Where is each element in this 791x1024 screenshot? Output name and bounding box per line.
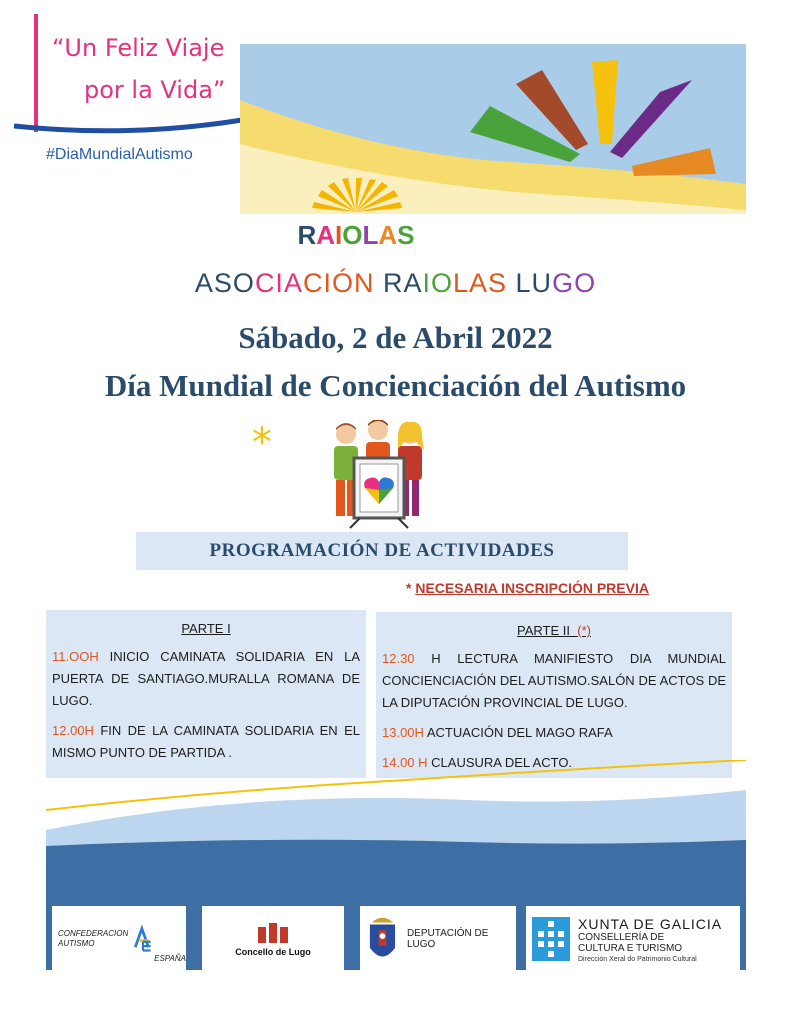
xunta-small: Dirección Xeral do Patrimonio Cultural xyxy=(578,955,697,963)
slogan-swoosh xyxy=(10,108,246,142)
activity-text: INICIO CAMINATA SOLIDARIA EN LA PUERTA DE SANTIAGO.MURALLA ROMANA DE LUGO. xyxy=(52,649,360,708)
activity-time: 12.30 xyxy=(382,651,415,666)
part-1-title: PARTE I xyxy=(181,621,231,636)
part-1-activity xyxy=(52,720,360,764)
part-2-activity xyxy=(382,648,726,714)
children-puzzle-illustration xyxy=(320,420,436,530)
assoc-part-7: GO xyxy=(552,268,597,298)
activity-time: 11.OOH xyxy=(52,649,99,664)
xunta-sub-2: CULTURA E TURISMO xyxy=(578,942,683,954)
autismo-espana-logo-icon xyxy=(132,914,154,964)
deputacion-label: DEPUTACIÓN DE LUGO xyxy=(406,928,489,950)
slogan-line-1: “Un Feliz Viaje xyxy=(52,34,225,62)
activity-text: FIN DE LA CAMINATA SOLIDARIA EN EL MISMO PUNTO DE PARTIDA . xyxy=(52,723,360,760)
xunta-label: XUNTA DE GALICIA xyxy=(578,915,723,932)
xunta-shield-icon xyxy=(532,917,570,961)
event-date: Sábado, 2 de Abril 2022 xyxy=(238,320,553,355)
confed-line-1: CONFEDERACION xyxy=(58,929,129,938)
part-2-box xyxy=(376,612,732,778)
assoc-part-3: RA xyxy=(374,268,423,298)
assoc-part-4: IO xyxy=(422,268,453,298)
raiolas-logo-text: RAIOLAS xyxy=(297,220,415,250)
activity-text: H LECTURA MANIFIESTO DIA MUNDIAL CONCIENCIACIÓN DEL AUTISMO.SALÓN DE ACTOS DE LA DIPUTACIÓN PROVINCIAL DE LUGO. xyxy=(382,651,726,710)
slogan-line-2: por la Vida” xyxy=(84,76,226,104)
assoc-part-2: CIÓN xyxy=(302,268,375,298)
concello-lugo-logo-icon xyxy=(256,921,290,943)
confed-line-2: AUTISMO xyxy=(58,939,95,948)
registration-label: NECESARIA INSCRIPCIÓN PREVIA xyxy=(415,580,649,596)
hashtag: #DiaMundialAutismo xyxy=(46,146,193,163)
xunta-sub-1: CONSELLERÍA DE xyxy=(578,931,665,943)
activity-text: ACTUACIÓN DEL MAGO RAFA xyxy=(423,725,613,740)
activity-text: CLAUSURA DEL ACTO. xyxy=(427,755,573,770)
assoc-part-5: LAS xyxy=(452,268,508,298)
association-title xyxy=(0,268,791,299)
confed-line-3: ESPAÑA xyxy=(154,954,186,963)
activity-time: 14.00 H xyxy=(382,755,428,770)
part-1-box xyxy=(46,610,366,778)
registration-notice xyxy=(406,580,649,596)
registration-asterisk: * xyxy=(406,580,412,596)
asterisk-decoration: * xyxy=(252,420,272,466)
part-2-title-mark: (*) xyxy=(577,623,591,638)
sponsor-confederacion-autismo xyxy=(52,906,186,972)
part-2-title xyxy=(382,620,726,642)
event-day-title: Día Mundial de Concienciación del Autismo xyxy=(104,368,687,403)
program-header xyxy=(136,532,628,570)
part-1-activity xyxy=(52,646,360,712)
assoc-part-1: CIA xyxy=(254,268,303,298)
raiolas-logo xyxy=(288,176,424,252)
part-2-activity xyxy=(382,722,726,744)
part-2-title-text: PARTE II xyxy=(517,623,571,638)
deputacion-coat-of-arms-icon xyxy=(366,912,399,966)
activity-time: 13.00H xyxy=(382,725,424,740)
sponsor-xunta-galicia xyxy=(526,906,740,972)
assoc-part-0: ASO xyxy=(194,268,255,298)
activity-time: 12.00H xyxy=(52,723,94,738)
assoc-part-6: LU xyxy=(507,268,553,298)
sponsor-deputacion-lugo xyxy=(360,906,516,972)
sponsor-concello-lugo xyxy=(202,906,344,972)
concello-lugo-label: Concello de Lugo xyxy=(235,947,311,957)
program-title: PROGRAMACIÓN DE ACTIVIDADES xyxy=(209,540,555,561)
